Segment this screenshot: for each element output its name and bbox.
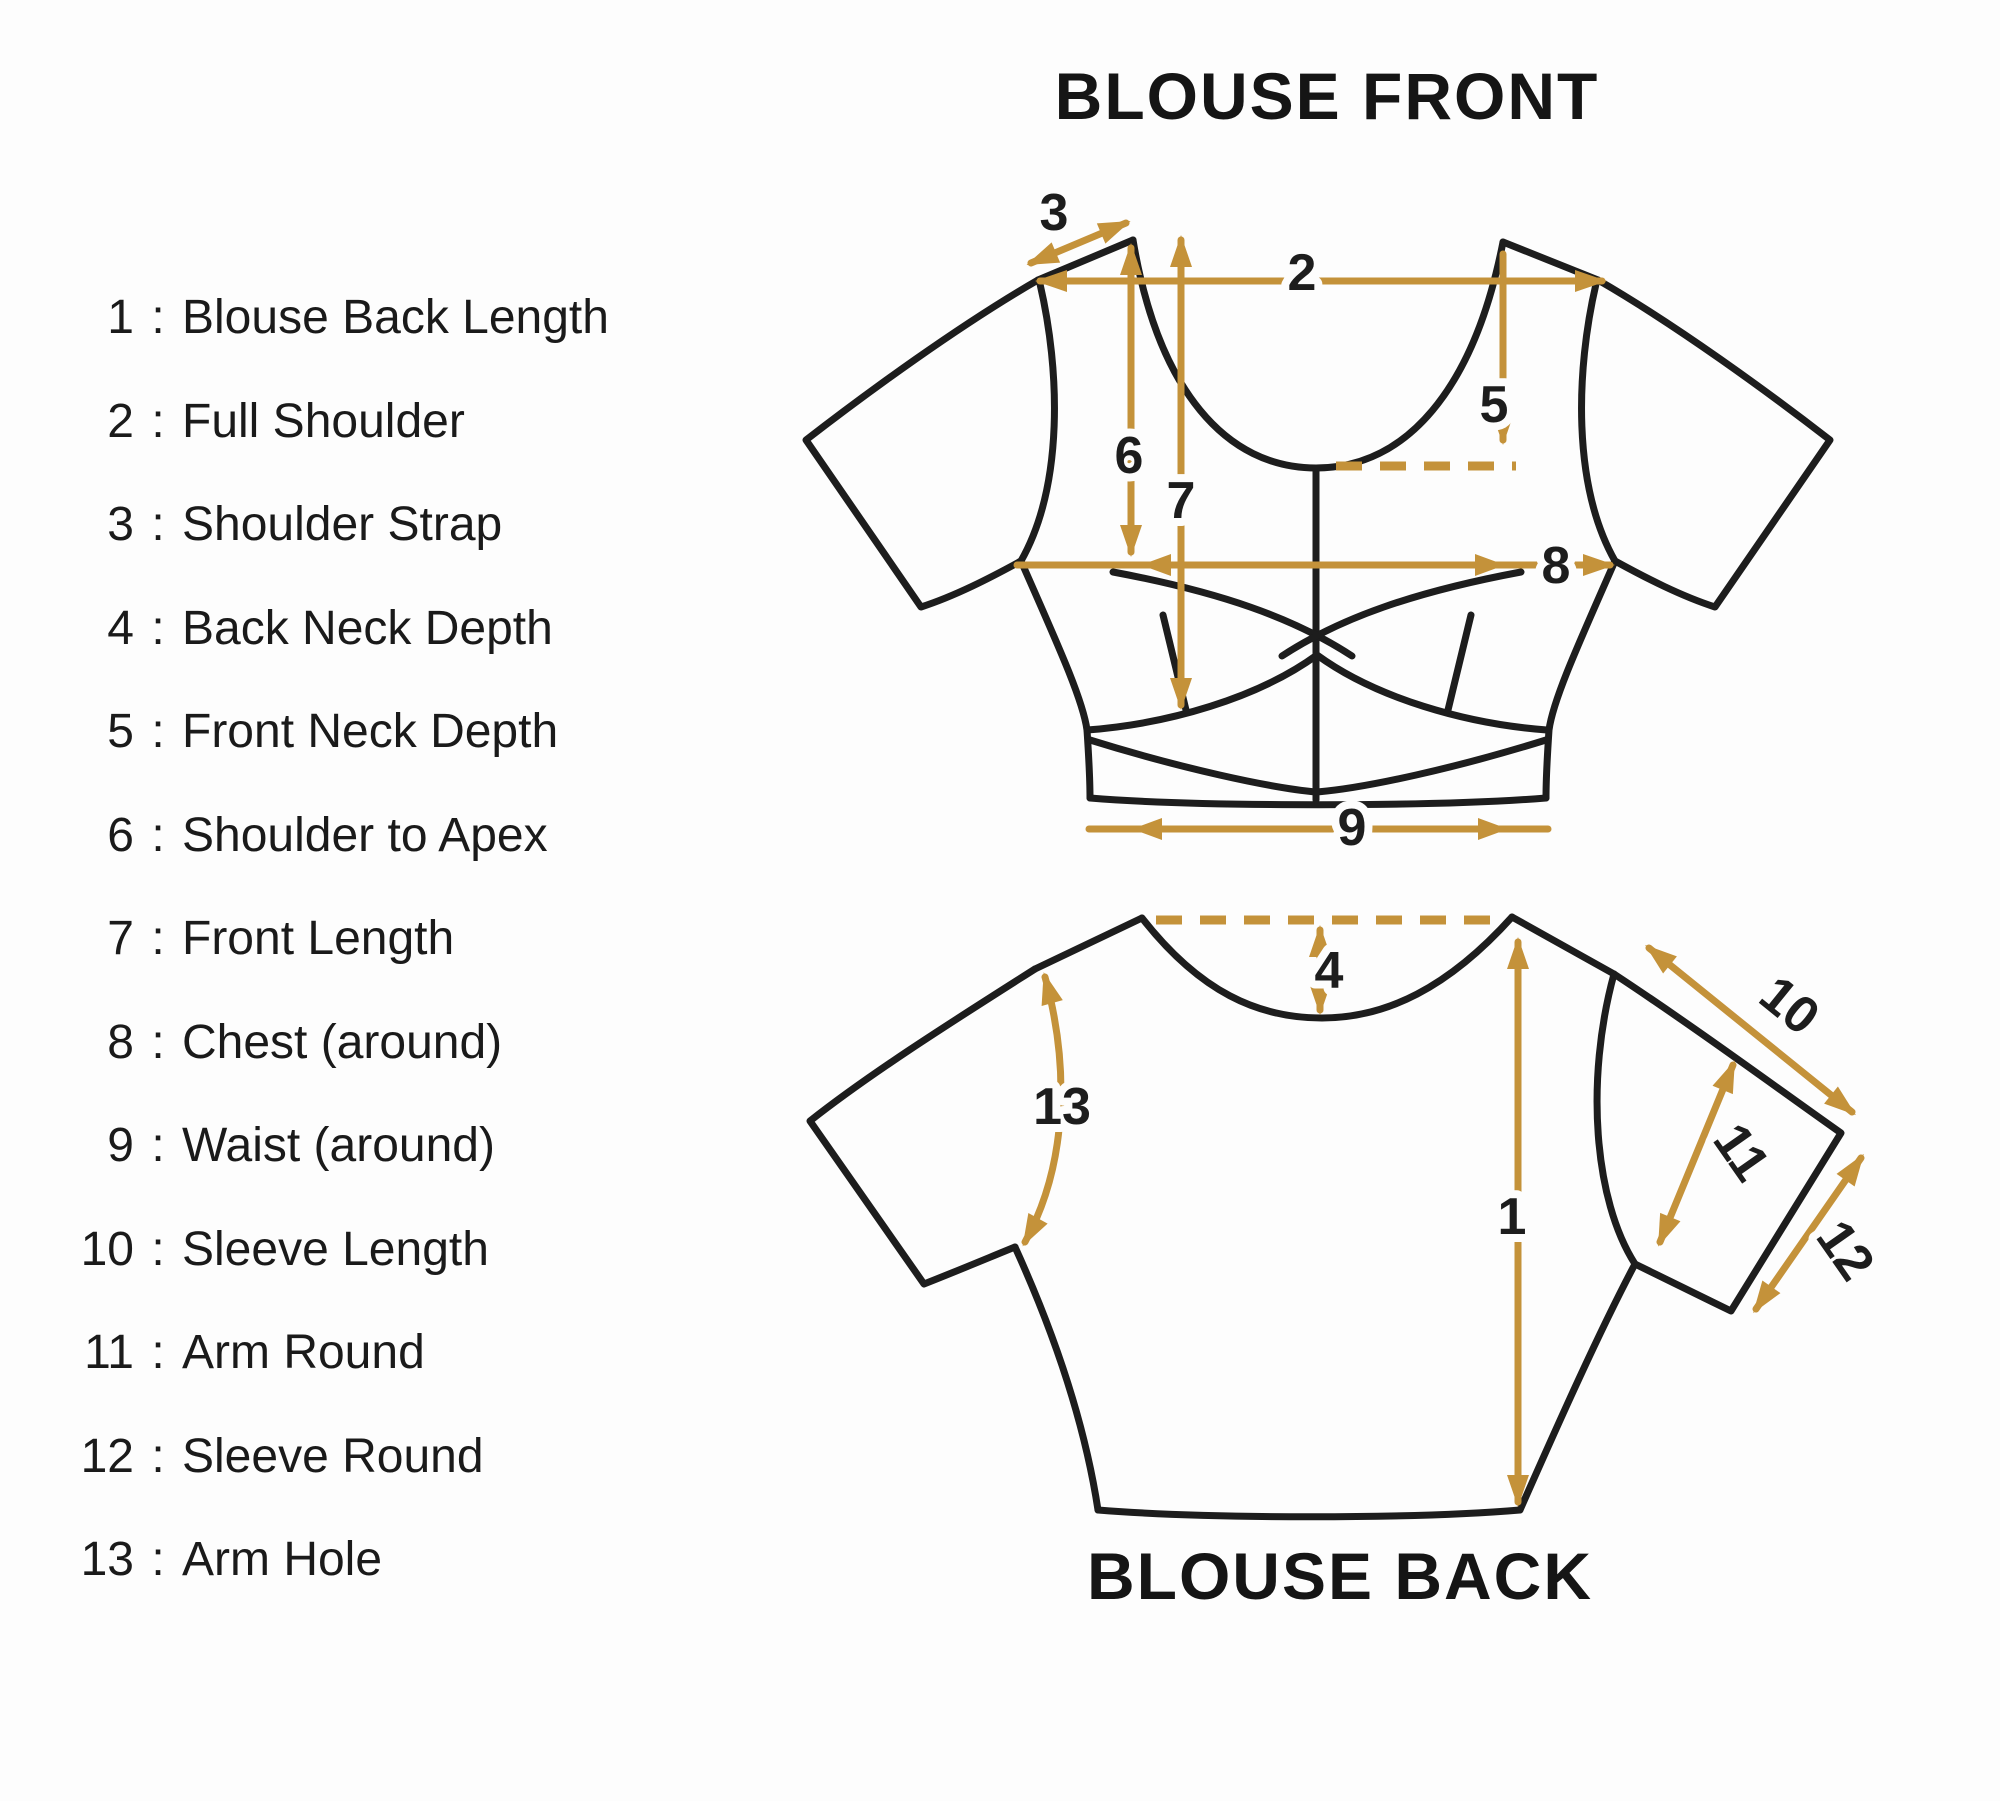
back-sleeve-left: [810, 969, 1035, 1284]
front-marker-6: 6: [1114, 427, 1144, 485]
legend-separator: :: [151, 394, 165, 448]
front-strap-left: [1038, 240, 1133, 280]
legend-num: 13: [80, 1533, 134, 1586]
front-blouse-outline: [806, 240, 1830, 805]
legend-label: Front Neck Depth: [182, 705, 559, 758]
legend-separator: :: [151, 912, 165, 965]
legend-separator: :: [151, 1326, 165, 1379]
legend-separator: :: [151, 808, 165, 862]
back-side-right: [1520, 1264, 1635, 1510]
legend-label: Shoulder to Apex: [182, 808, 548, 862]
arrow-9-left-head: [1132, 818, 1162, 840]
legend-separator: :: [151, 498, 165, 551]
legend-num: 10: [80, 1222, 134, 1276]
front-band-right: [1317, 740, 1546, 792]
back-measurements: [1025, 920, 1886, 1502]
legend-num: 7: [107, 912, 134, 965]
front-underbust-right: [1317, 655, 1547, 730]
legend-num: 5: [107, 705, 134, 758]
back-blouse-outline: [810, 917, 1841, 1517]
back-side-left: [1015, 1247, 1098, 1510]
legend-separator: :: [151, 291, 165, 344]
front-marker-9: 9: [1337, 799, 1367, 857]
arrow-8-left-head: [1141, 554, 1171, 576]
legend-separator: :: [151, 1119, 165, 1172]
front-title: BLOUSE FRONT: [1054, 59, 1600, 133]
legend-label: Back Neck Depth: [182, 601, 553, 655]
front-strap-right: [1503, 242, 1598, 280]
back-title: BLOUSE BACK: [1086, 1539, 1594, 1613]
front-sleeve-left: [806, 280, 1038, 607]
legend-num: 9: [107, 1119, 134, 1172]
front-marker-3: 3: [1039, 184, 1069, 242]
legend-label: Waist (around): [182, 1119, 495, 1172]
front-band-left: [1090, 740, 1317, 792]
legend-separator: :: [151, 1533, 165, 1586]
front-neckline: [1133, 240, 1503, 468]
legend-label: Chest (around): [182, 1015, 503, 1069]
back-marker-4: 4: [1314, 942, 1344, 1000]
back-shoulder-right: [1512, 917, 1614, 974]
legend-separator: :: [151, 601, 165, 655]
legend-num: 8: [107, 1015, 134, 1069]
back-marker-12: 12: [1804, 1210, 1886, 1291]
front-marker-8: 8: [1541, 537, 1571, 595]
legend-num: 11: [84, 1326, 134, 1379]
legend-num: 12: [80, 1429, 134, 1483]
back-marker-1: 1: [1497, 1188, 1527, 1246]
front-marker-5: 5: [1479, 376, 1509, 434]
back-marker-10: 10: [1748, 965, 1831, 1047]
back-shoulder-left: [1035, 918, 1142, 969]
legend-num: 2: [107, 394, 134, 448]
back-marker-13: 13: [1033, 1078, 1091, 1136]
legend-separator: :: [151, 705, 165, 758]
arrow-9-right-head: [1478, 818, 1508, 840]
legend-num: 1: [107, 291, 134, 344]
front-side-left: [1021, 561, 1090, 798]
legend-label: Blouse Back Length: [182, 291, 609, 344]
front-sleeve-right: [1598, 280, 1830, 607]
front-armhole-right: [1582, 284, 1615, 561]
front-side-right: [1546, 561, 1615, 798]
legend-label: Arm Hole: [182, 1533, 383, 1586]
legend-label: Sleeve Round: [182, 1429, 484, 1483]
legend-num: 4: [107, 601, 134, 655]
legend-num: 6: [107, 808, 134, 862]
legend-label: Full Shoulder: [182, 394, 465, 448]
front-marker-7: 7: [1166, 472, 1196, 530]
legend-label: Front Length: [182, 912, 455, 965]
back-marker-11: 11: [1701, 1113, 1781, 1192]
front-marker-2: 2: [1287, 244, 1317, 302]
legend-separator: :: [151, 1222, 165, 1276]
front-dart-right: [1448, 615, 1471, 710]
front-underbust-left: [1087, 655, 1317, 730]
legend-separator: :: [151, 1015, 165, 1069]
legend-label: Sleeve Length: [182, 1222, 489, 1276]
legend-separator: :: [151, 1429, 165, 1483]
legend-label: Arm Round: [182, 1326, 425, 1379]
arrow-10-sleeve-length: [1649, 948, 1852, 1112]
back-armhole-right: [1597, 974, 1635, 1264]
legend-num: 3: [107, 498, 134, 551]
back-hem: [1098, 1510, 1520, 1517]
legend-label: Shoulder Strap: [182, 498, 503, 551]
front-armhole-left: [1021, 284, 1054, 561]
